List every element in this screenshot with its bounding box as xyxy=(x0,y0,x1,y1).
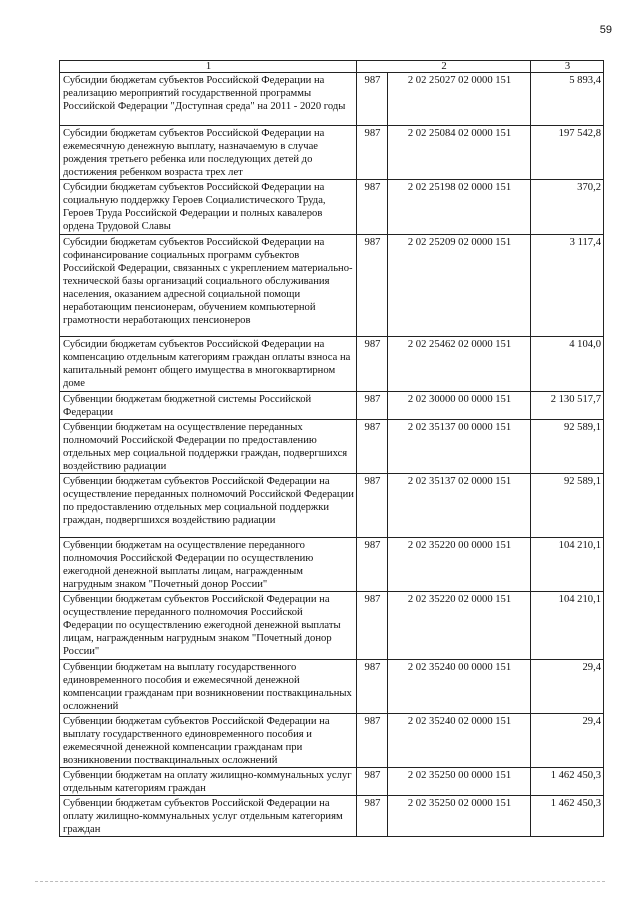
row-amount: 3 117,4 xyxy=(531,235,604,337)
row-name: Субвенции бюджетам субъектов Российской Федерации на выплату государственного единовременного пособия и ежемесячной денежной компенсации гражданам при возникновении поствакцинальных осложнений xyxy=(60,714,357,768)
table-row xyxy=(60,714,604,768)
row-amount: 2 130 517,7 xyxy=(531,392,604,420)
table-header-row xyxy=(60,61,604,73)
row-amount: 5 893,4 xyxy=(531,73,604,126)
table-row xyxy=(60,392,604,420)
row-name: Субсидии бюджетам субъектов Российской Федерации на ежемесячную денежную выплату, назначаемую в случае рождения третьего ребенка или последующих детей до достижения ребенком возраста трех лет xyxy=(60,126,357,180)
row-admin-code: 987 xyxy=(357,768,388,796)
row-name: Субсидии бюджетам субъектов Российской Федерации на социальную поддержку Героев Социалистического Труда, Героев Труда Российской Федерации и полных кавалеров ордена Трудовой Славы xyxy=(60,180,357,235)
table-row xyxy=(60,420,604,474)
table-row xyxy=(60,796,604,837)
table-row xyxy=(60,768,604,796)
row-admin-code: 987 xyxy=(357,126,388,180)
row-admin-code: 987 xyxy=(357,180,388,235)
row-admin-code: 987 xyxy=(357,392,388,420)
budget-revenue-table xyxy=(59,60,604,837)
row-budget-code: 2 02 35250 02 0000 151 xyxy=(388,796,531,837)
header-col-2: 2 xyxy=(357,61,531,73)
table-row xyxy=(60,538,604,592)
row-budget-code: 2 02 35220 00 0000 151 xyxy=(388,538,531,592)
row-name: Субсидии бюджетам субъектов Российской Федерации на софинансирование социальных программ субъектов Российской Федерации, связанных с укреплением материально-технической базы организаций социального обслуживания населения, оказанием адресной социальной помощи неработающим пенсионерам, обучением компьютерной грамотности неработающих пенсионеров xyxy=(60,235,357,337)
table-row xyxy=(60,660,604,714)
row-admin-code: 987 xyxy=(357,796,388,837)
row-admin-code: 987 xyxy=(357,337,388,392)
row-amount: 104 210,1 xyxy=(531,592,604,660)
table-row xyxy=(60,180,604,235)
header-col-1: 1 xyxy=(60,61,357,73)
row-name: Субвенции бюджетам на осуществление переданных полномочий Российской Федерации по предоставлению отдельных мер социальной поддержки граждан, подвергшихся воздействию радиации xyxy=(60,420,357,474)
row-budget-code: 2 02 35250 00 0000 151 xyxy=(388,768,531,796)
row-name: Субвенции бюджетам субъектов Российской Федерации на осуществление переданных полномочий Российской Федерации по предоставлению отдельных мер социальной поддержки граждан, подвергшихся воздействию радиации xyxy=(60,474,357,538)
row-budget-code: 2 02 25198 02 0000 151 xyxy=(388,180,531,235)
row-amount: 4 104,0 xyxy=(531,337,604,392)
row-budget-code: 2 02 35137 02 0000 151 xyxy=(388,474,531,538)
row-budget-code: 2 02 25209 02 0000 151 xyxy=(388,235,531,337)
row-admin-code: 987 xyxy=(357,235,388,337)
scan-bottom-divider xyxy=(35,881,605,882)
table-row xyxy=(60,337,604,392)
page-number: 59 xyxy=(599,24,612,36)
row-amount: 1 462 450,3 xyxy=(531,768,604,796)
row-amount: 1 462 450,3 xyxy=(531,796,604,837)
row-name: Субвенции бюджетам на осуществление переданного полномочия Российской Федерации по осуществлению ежегодной денежной выплаты лицам, награжденным нагрудным знаком "Почетный донор России" xyxy=(60,538,357,592)
row-amount: 92 589,1 xyxy=(531,420,604,474)
table-row xyxy=(60,235,604,337)
table-row xyxy=(60,126,604,180)
row-budget-code: 2 02 35137 00 0000 151 xyxy=(388,420,531,474)
row-admin-code: 987 xyxy=(357,474,388,538)
row-name: Субсидии бюджетам субъектов Российской Федерации на реализацию мероприятий государственной программы Российской Федерации "Доступная среда" на 2011 - 2020 годы xyxy=(60,73,357,126)
row-admin-code: 987 xyxy=(357,660,388,714)
table-row xyxy=(60,592,604,660)
row-name: Субвенции бюджетам на оплату жилищно-коммунальных услуг отдельным категориям граждан xyxy=(60,768,357,796)
header-col-3: 3 xyxy=(531,61,604,73)
row-budget-code: 2 02 35240 00 0000 151 xyxy=(388,660,531,714)
row-admin-code: 987 xyxy=(357,420,388,474)
row-budget-code: 2 02 30000 00 0000 151 xyxy=(388,392,531,420)
row-amount: 197 542,8 xyxy=(531,126,604,180)
row-budget-code: 2 02 25084 02 0000 151 xyxy=(388,126,531,180)
row-amount: 29,4 xyxy=(531,714,604,768)
table-row xyxy=(60,474,604,538)
row-name: Субсидии бюджетам субъектов Российской Федерации на компенсацию отдельным категориям граждан оплаты взноса на капитальный ремонт общего имущества в многоквартирном доме xyxy=(60,337,357,392)
table-row xyxy=(60,73,604,126)
row-name: Субвенции бюджетам бюджетной системы Российской Федерации xyxy=(60,392,357,420)
row-budget-code: 2 02 35220 02 0000 151 xyxy=(388,592,531,660)
row-admin-code: 987 xyxy=(357,592,388,660)
row-budget-code: 2 02 25462 02 0000 151 xyxy=(388,337,531,392)
row-amount: 29,4 xyxy=(531,660,604,714)
row-budget-code: 2 02 35240 02 0000 151 xyxy=(388,714,531,768)
row-name: Субвенции бюджетам на выплату государственного единовременного пособия и ежемесячной денежной компенсации гражданам при возникновении поствакцинальных осложнений xyxy=(60,660,357,714)
row-amount: 104 210,1 xyxy=(531,538,604,592)
row-admin-code: 987 xyxy=(357,714,388,768)
row-admin-code: 987 xyxy=(357,73,388,126)
row-name: Субвенции бюджетам субъектов Российской Федерации на осуществление переданного полномочия Российской Федерации по осуществлению ежегодной денежной выплаты лицам, награжденным нагрудным знаком "Почетный донор России" xyxy=(60,592,357,660)
row-admin-code: 987 xyxy=(357,538,388,592)
row-budget-code: 2 02 25027 02 0000 151 xyxy=(388,73,531,126)
row-amount: 92 589,1 xyxy=(531,474,604,538)
row-name: Субвенции бюджетам субъектов Российской Федерации на оплату жилищно-коммунальных услуг отдельным категориям граждан xyxy=(60,796,357,837)
row-amount: 370,2 xyxy=(531,180,604,235)
